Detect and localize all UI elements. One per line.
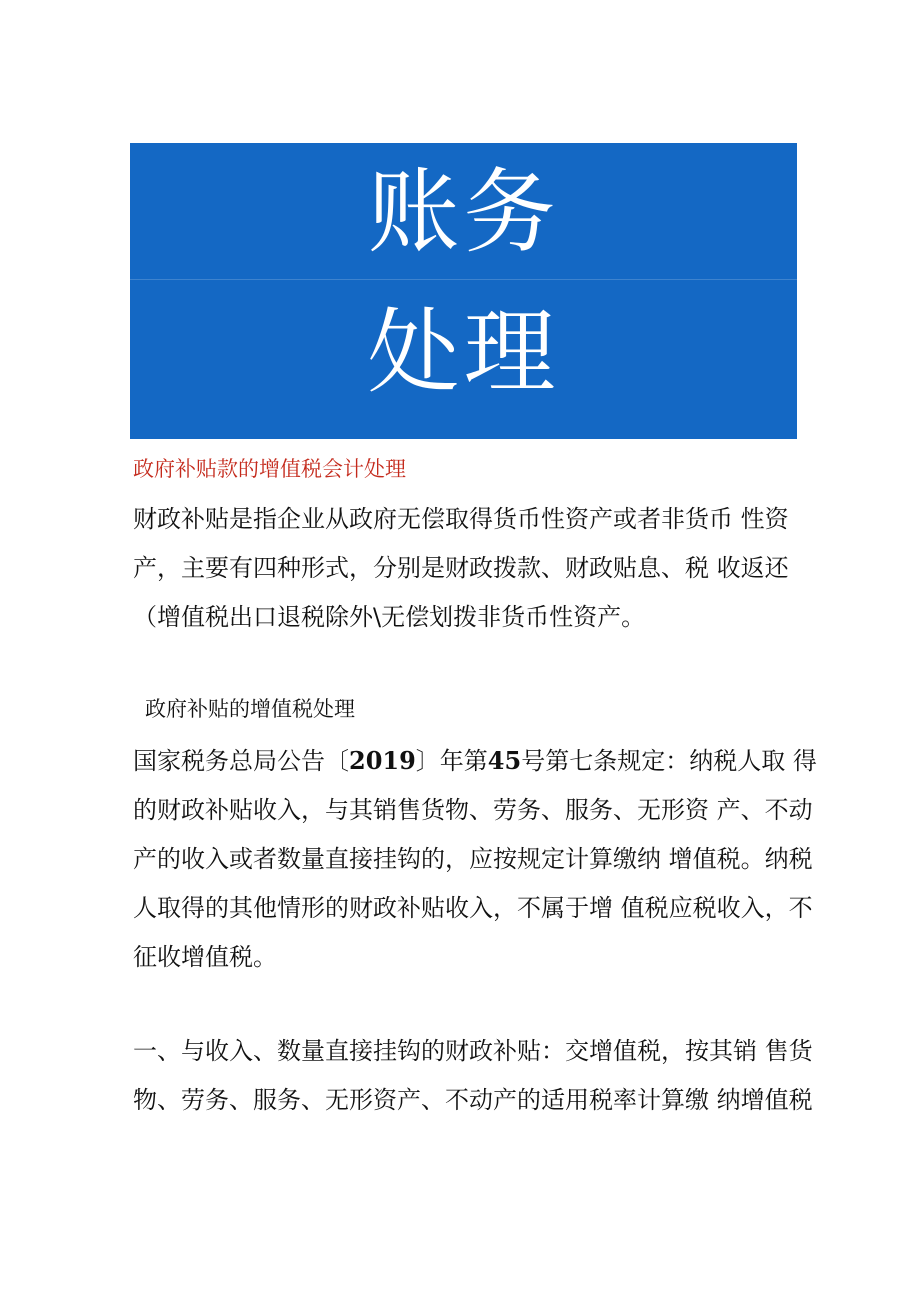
text-line: 的财政补贴收入，与其销售货物、劳务、服务、无形资 产、不动	[133, 796, 813, 824]
text-line: 征收增值税。	[133, 943, 277, 971]
text-line: 财政补贴是指企业从政府无偿取得货币性资产或者非货币 性资	[133, 505, 789, 533]
text-line: 物、劳务、服务、无形资产、不动产的适用税率计算缴 纳增值税	[133, 1086, 813, 1114]
banner-title-line-2: 处理	[367, 299, 560, 406]
subheading: 政府补贴的增值税处理	[145, 697, 355, 721]
text-line: 产的收入或者数量直接挂钩的，应按规定计算缴纳 增值税。纳税	[133, 845, 813, 873]
text-segment: 〕年第	[415, 747, 488, 775]
banner-divider	[130, 279, 797, 280]
paragraph-subsidy-definition	[133, 495, 803, 642]
banner-title-line-1: 账务	[367, 159, 560, 266]
announcement-number: 45	[487, 746, 522, 775]
title-banner	[130, 143, 797, 439]
text-segment: 号第七条规定：纳税人取 得	[521, 747, 817, 775]
text-line	[133, 736, 817, 786]
text-line: 人取得的其他情形的财政补贴收入，不属于增 值税应税收入，不	[133, 894, 813, 922]
announcement-year: 2019	[349, 746, 416, 775]
text-line: 产，主要有四种形式，分别是财政拨款、财政贴息、税 收返还	[133, 554, 789, 582]
section-heading: 政府补贴款的增值税会计处理	[133, 457, 406, 481]
text-line: （增值税出口退税除外\无偿划拨非货币性资产。	[133, 603, 646, 631]
text-line: 一、与收入、数量直接挂钩的财政补贴：交增值税，按其销 售货	[133, 1037, 813, 1065]
paragraph-linked-subsidy	[133, 1027, 813, 1125]
text-segment: 国家税务总局公告〔	[133, 747, 349, 775]
paragraph-tax-announcement	[133, 736, 817, 982]
